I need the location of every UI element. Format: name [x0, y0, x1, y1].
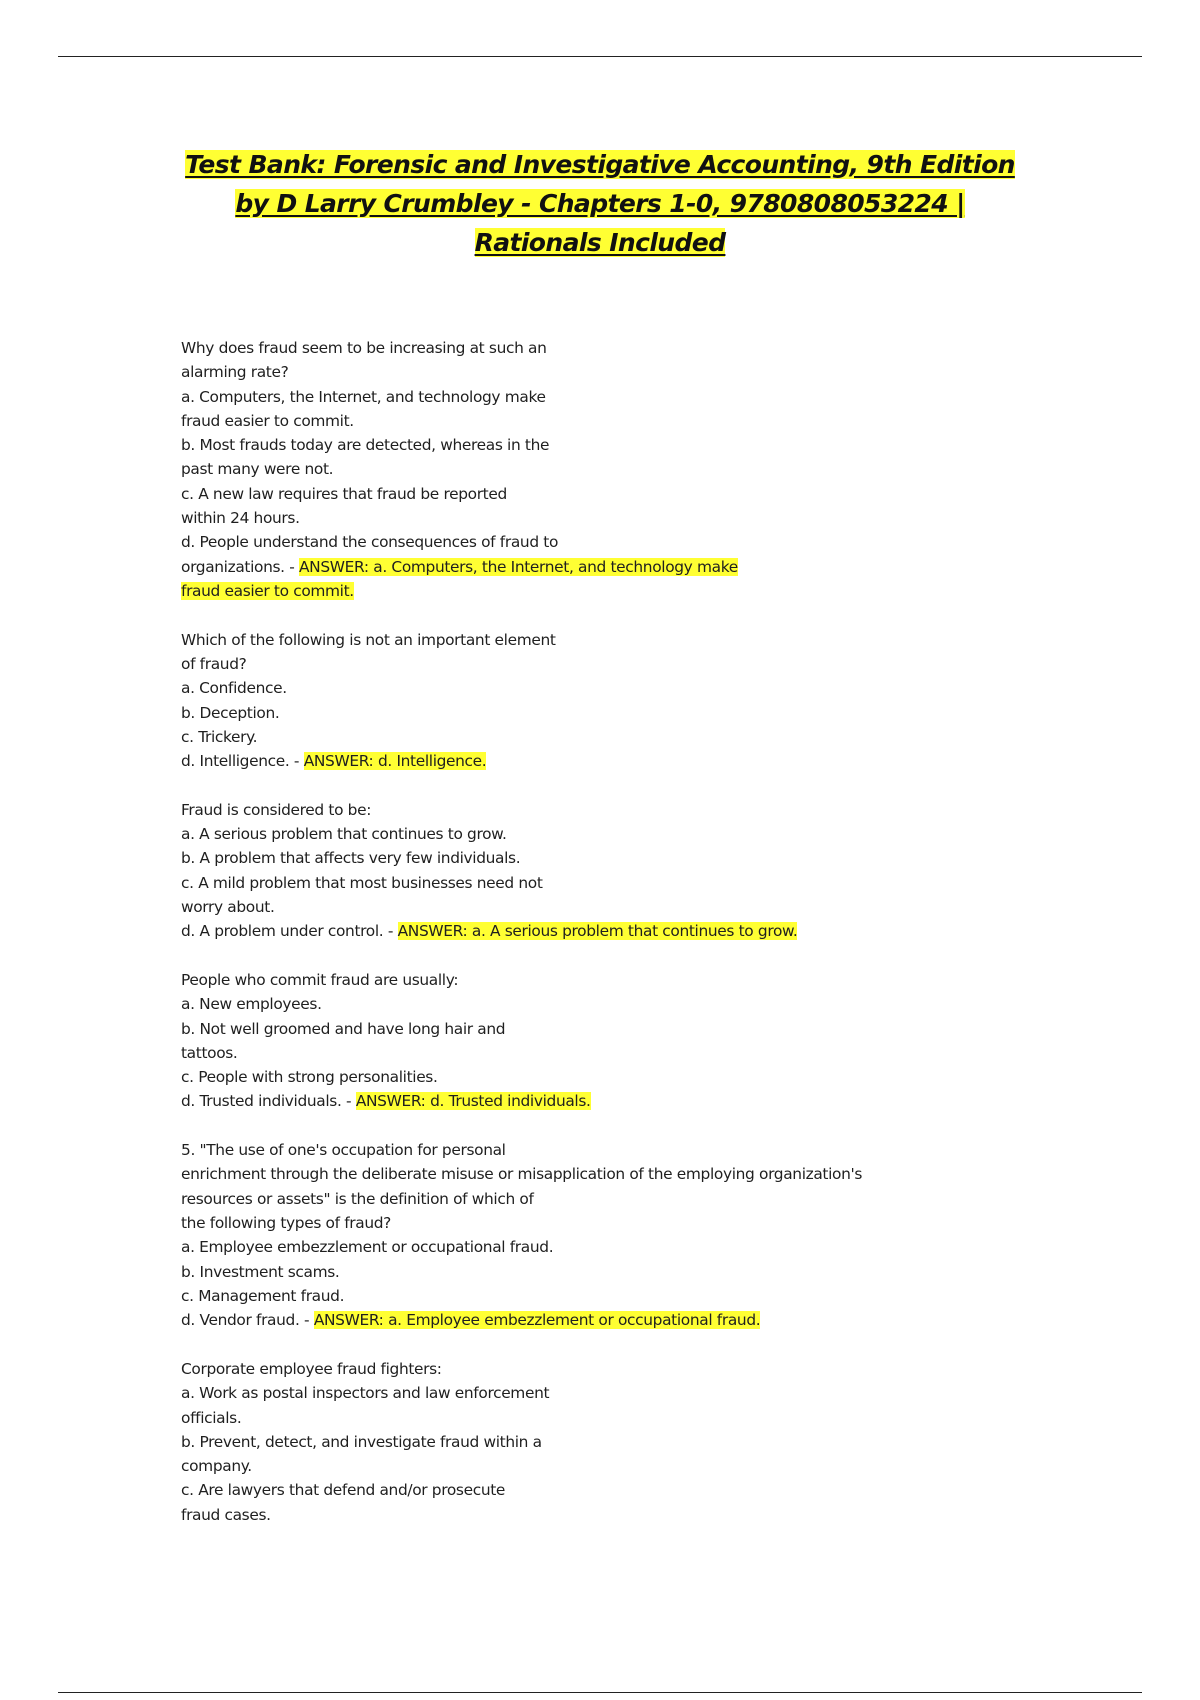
question-block — [181, 628, 1061, 774]
option-text: officials. — [181, 1408, 242, 1427]
option-text: c. Management fraud. — [181, 1286, 345, 1305]
question-text: People who commit fraud are usually: — [181, 971, 459, 989]
question-text: Which of the following is not an important element — [181, 630, 556, 649]
option-text: fraud cases. — [181, 1505, 271, 1524]
question-block — [181, 968, 1061, 1114]
option-text: d. Vendor fraud. - — [181, 1311, 314, 1330]
question-block — [181, 798, 1061, 944]
question-text: 5. "The use of one's occupation for personal — [181, 1141, 506, 1160]
title-line-2: by D Larry Crumbley - Chapters 1-0, 9780808053224 | — [235, 189, 965, 218]
option-text: a. Confidence. — [181, 679, 287, 698]
answer-line — [181, 555, 1061, 579]
option-text: past many were not. — [181, 460, 334, 479]
question-text: alarming rate? — [181, 363, 289, 382]
answer-line — [181, 749, 1061, 773]
answer-highlight: ANSWER: a. Computers, the Internet, and technology make — [299, 557, 738, 576]
question-list — [181, 336, 1061, 1551]
option-text: b. Most frauds today are detected, whereas in the — [181, 436, 550, 455]
option-text: worry about. — [181, 898, 275, 917]
option-text: c. A new law requires that fraud be reported — [181, 484, 507, 503]
option-text: d. Trusted individuals. - — [181, 1092, 356, 1111]
answer-line — [181, 1089, 1061, 1113]
option-text: fraud easier to commit. — [181, 411, 354, 430]
question-text: resources or assets" is the definition of which of — [181, 1189, 534, 1208]
option-text: tattoos. — [181, 1043, 238, 1062]
option-text: company. — [181, 1457, 252, 1476]
title-line-1: Test Bank: Forensic and Investigative Accounting, 9th Edition — [185, 150, 1015, 179]
option-text: b. A problem that affects very few individuals. — [181, 849, 521, 868]
question-text: Fraud is considered to be: — [181, 800, 372, 819]
answer-highlight: fraud easier to commit. — [181, 581, 354, 600]
answer-line — [181, 579, 1061, 603]
option-text: b. Investment scams. — [181, 1262, 340, 1281]
question-text: Corporate employee fraud fighters: — [181, 1359, 442, 1378]
option-text: c. People with strong personalities. — [181, 1068, 438, 1087]
answer-highlight: ANSWER: a. Employee embezzlement or occupational fraud. — [313, 1311, 761, 1330]
question-block — [181, 336, 1061, 603]
option-text: b. Deception. — [181, 703, 280, 722]
question-text: enrichment through the deliberate misuse or misapplication of the employing organization's — [181, 1165, 863, 1184]
option-text: b. Prevent, detect, and investigate fraud within a — [181, 1432, 542, 1451]
option-text: c. Trickery. — [181, 727, 258, 746]
option-text: b. Not well groomed and have long hair and — [181, 1019, 506, 1038]
answer-highlight: ANSWER: d. Intelligence. — [303, 752, 487, 771]
answer-line — [181, 919, 1061, 943]
option-text: d. People understand the consequences of fraud to — [181, 533, 559, 552]
question-block — [181, 1357, 1061, 1527]
answer-line — [181, 1308, 1061, 1332]
option-text: d. Intelligence. - — [181, 752, 304, 771]
header-rule — [58, 56, 1142, 57]
answer-highlight: ANSWER: a. A serious problem that continues to grow. — [397, 922, 798, 941]
question-text: the following types of fraud? — [181, 1214, 391, 1233]
option-text: a. Employee embezzlement or occupational fraud. — [181, 1238, 554, 1257]
option-text: a. Work as postal inspectors and law enforcement — [181, 1384, 550, 1403]
question-text: Why does fraud seem to be increasing at such an — [181, 339, 547, 357]
footer-rule — [58, 1692, 1142, 1693]
option-text: c. A mild problem that most businesses need not — [181, 873, 543, 892]
option-text: c. Are lawyers that defend and/or prosecute — [181, 1481, 506, 1500]
option-text: a. A serious problem that continues to grow. — [181, 825, 507, 844]
option-text: within 24 hours. — [181, 509, 300, 528]
title-line-3: Rationals Included — [474, 228, 726, 257]
option-text: d. A problem under control. - — [181, 922, 398, 941]
option-text: organizations. - — [181, 557, 299, 576]
question-block — [181, 1138, 1061, 1332]
option-text: a. Computers, the Internet, and technology make — [181, 387, 546, 406]
option-text: a. New employees. — [181, 995, 322, 1014]
answer-highlight: ANSWER: d. Trusted individuals. — [355, 1092, 591, 1111]
document-title — [100, 145, 1100, 262]
question-text: of fraud? — [181, 654, 247, 673]
